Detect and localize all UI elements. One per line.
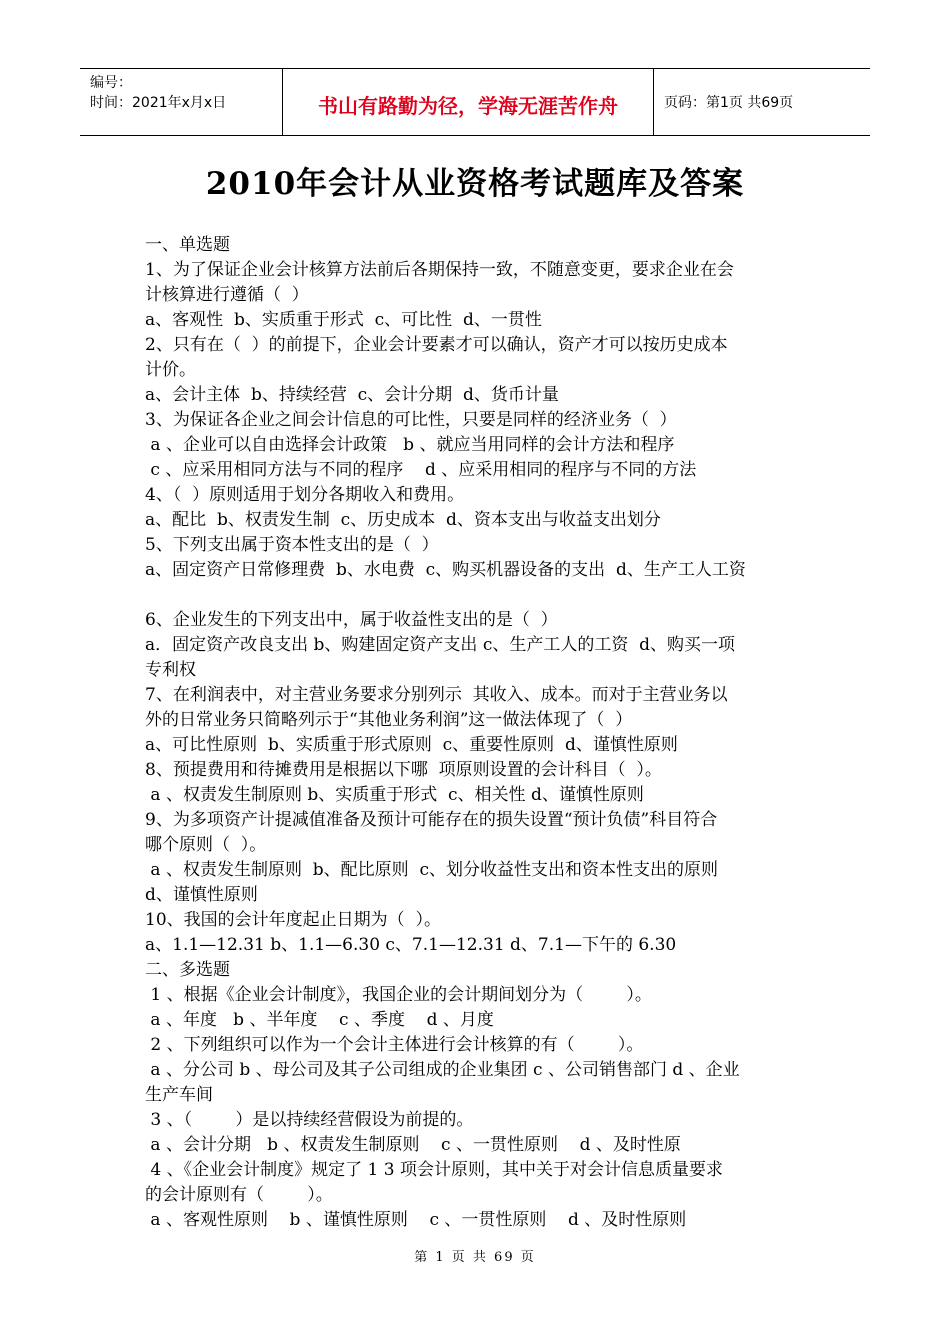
text-line: a、客观性 b、实质重于形式 c、可比性 d、一贯性 [145, 310, 542, 330]
text-line: 8、预提费用和待摊费用是根据以下哪 项原则设置的会计科目（ ）。 [145, 760, 662, 780]
text-line: a 、分公司 b 、母公司及其子公司组成的企业集团 c 、公司销售部门 d 、企业 [145, 1060, 740, 1080]
text-line: 计核算进行遵循（ ） [145, 285, 309, 305]
page-footer: 第 1 页 共 69 页 [414, 1250, 536, 1265]
document-title: 2010年会计从业资格考试题库及答案 [205, 166, 745, 202]
text-line: a、配比 b、权责发生制 c、历史成本 d、资本支出与收益支出划分 [145, 510, 661, 530]
text-line: 哪个原则（ ）。 [145, 835, 267, 855]
text-line: 外的日常业务只简略列示于“其他业务利润”这一做法体现了（ ） [145, 710, 633, 730]
text-line: c 、应采用相同方法与不同的程序 d 、应采用相同的程序与不同的方法 [145, 460, 697, 480]
text-line: 3、为保证各企业之间会计信息的可比性，只要是同样的经济业务（ ） [145, 410, 677, 430]
text-line: a 、权责发生制原则 b、实质重于形式 c、相关性 d、谨慎性原则 [145, 785, 644, 805]
text-line: a 、年度 b 、半年度 c 、季度 d 、月度 [145, 1010, 494, 1030]
text-line: 2、只有在（ ）的前提下，企业会计要素才可以确认，资产才可以按历史成本 [145, 335, 728, 355]
header-left-cell [80, 69, 282, 135]
text-line: 4、（ ）原则适用于划分各期收入和费用。 [145, 485, 465, 505]
text-line: 5、下列支出属于资本性支出的是（ ） [145, 535, 439, 555]
text-line: a 、企业可以自由选择会计政策 b 、就应当用同样的会计方法和程序 [145, 435, 675, 455]
document-body [145, 233, 810, 1233]
text-line: 1 、根据《企业会计制度》，我国企业的会计期间划分为（ ）。 [145, 985, 652, 1005]
text-line: d、谨慎性原则 [145, 885, 258, 905]
text-line: 计价。 [145, 360, 196, 380]
text-line: 6、企业发生的下列支出中，属于收益性支出的是（ ） [145, 610, 558, 630]
text-line: 4 、《企业会计制度》规定了 1 3 项会计原则，其中关于对会计信息质量要求 [145, 1160, 723, 1180]
text-line: 专利权 [145, 660, 196, 680]
text-line: 1、为了保证企业会计核算方法前后各期保持一致，不随意变更，要求企业在会 [145, 260, 734, 280]
header-table [80, 68, 870, 136]
text-line: a 、会计分期 b 、权责发生制原则 c 、一贯性原则 d 、及时性原 [145, 1135, 681, 1155]
page-number-label: 页码：第1页 共69页 [664, 95, 794, 111]
text-line: a、固定资产日常修理费 b、水电费 c、购买机器设备的支出 d、生产工人工资 [145, 560, 746, 580]
header-middle-cell [282, 69, 654, 135]
text-line: 9、为多项资产计提减值准备及预计可能存在的损失设置“预计负债”科目符合 [145, 810, 718, 830]
text-line: a 、客观性原则 b 、谨慎性原则 c 、一贯性原则 d 、及时性原则 [145, 1210, 687, 1230]
text-line: 3 、（ ）是以持续经营假设为前提的。 [145, 1110, 474, 1130]
text-line: a、会计主体 b、持续经营 c、会计分期 d、货币计量 [145, 385, 559, 405]
text-line: a、1.1—12.31 b、1.1—6.30 c、7.1—12.31 d、7.1—下午的 6.30 [145, 935, 677, 955]
document-number-label: 编号： [90, 75, 132, 91]
text-line: 2 、下列组织可以作为一个会计主体进行会计核算的有（ ）。 [145, 1035, 644, 1055]
header-motto: 书山有路勤为径，学海无涯苦作舟 [318, 93, 618, 118]
text-line: 7、在利润表中，对主营业务要求分别列示 其收入、成本。而对于主营业务以 [145, 685, 728, 705]
document-date-label: 时间：2021年x月x日 [90, 95, 227, 111]
text-line: 10、我国的会计年度起止日期为（ ）。 [145, 910, 441, 930]
text-line: 的会计原则有（ ）。 [145, 1185, 333, 1205]
text-line: a、可比性原则 b、实质重于形式原则 c、重要性原则 d、谨慎性原则 [145, 735, 678, 755]
text-line: 二、多选题 [145, 960, 230, 980]
text-line: a．固定资产改良支出 b、购建固定资产支出 c、生产工人的工资 d、购买一项 [145, 635, 736, 655]
text-line: 一、单选题 [145, 235, 230, 255]
text-line: a 、权责发生制原则 b、配比原则 c、划分收益性支出和资本性支出的原则 [145, 860, 718, 880]
text-line: 生产车间 [145, 1085, 213, 1105]
header-right-cell [654, 69, 870, 135]
text-line [145, 583, 810, 608]
